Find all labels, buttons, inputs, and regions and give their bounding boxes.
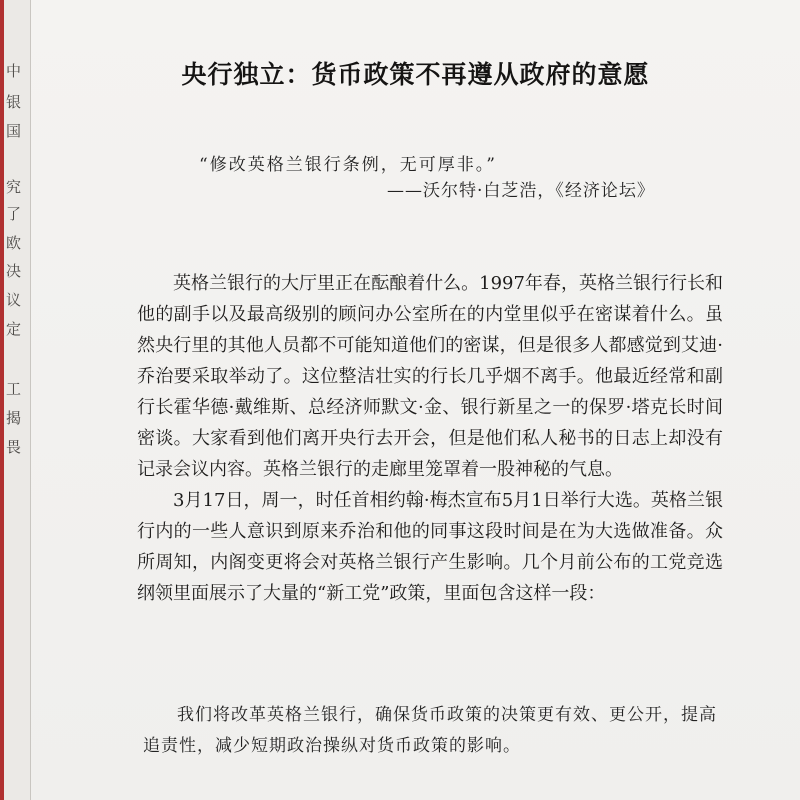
epigraph-quote: “修改英格兰银行条例，无可厚非。” xyxy=(199,155,497,175)
adjacent-page-fragment: 究 xyxy=(6,178,22,196)
adjacent-page xyxy=(0,0,31,800)
adjacent-page-fragment: 了 xyxy=(6,205,22,223)
body-paragraph: 3月17日，周一，时任首相约翰·梅杰宣布5月1日举行大选。英格兰银行内的一些人意识到原来乔治和他的同事这段时间是在为大选做准备。众所周知，内阁变更将会对英格兰银行产生影响。几个月前公布的工党竞选纲领里面展示了大量的“新工党”政策，里面包含这样一段： xyxy=(137,490,723,604)
chapter-title: 央行独立：货币政策不再遵从政府的意愿 xyxy=(181,59,650,89)
adjacent-page-fragment: 决 xyxy=(6,262,22,280)
adjacent-page-fragment: 揭 xyxy=(6,409,22,427)
epigraph-attribution: ——沃尔特·白芝浩，《经济论坛》 xyxy=(387,181,655,201)
adjacent-page-fragment: 工 xyxy=(6,380,22,398)
adjacent-page-fragment: 欧 xyxy=(6,234,22,252)
adjacent-page-fragment: 中 xyxy=(6,62,22,80)
page-edge-stripe xyxy=(0,0,4,800)
block-quote: 我们将改革英格兰银行，确保货币政策的决策更有效、更公开，提高追责性，减少短期政治操纵对货币政策的影响。 xyxy=(143,705,717,756)
book-page xyxy=(31,0,800,800)
adjacent-page-fragment: 国 xyxy=(6,122,22,140)
body-paragraph: 英格兰银行的大厅里正在酝酿着什么。1997年春，英格兰银行行长和他的副手以及最高级别的顾问办公室所在的内堂里似乎在密谋着什么。虽然央行里的其他人员都不可能知道他们的密谋，但是很多人都感觉到艾迪·乔治要采取举动了。这位整洁壮实的行长几乎烟不离手。他最近经常和副行长霍华德·戴维斯、总经济师默文·金、银行新星之一的保罗·塔克长时间密谈。大家看到他们离开央行去开会，但是他们私人秘书的日志上却没有记录会议内容。英格兰银行的走廊里笼罩着一股神秘的气息。 xyxy=(137,273,723,480)
adjacent-page-fragment: 畏 xyxy=(6,438,22,456)
adjacent-page-fragment: 定 xyxy=(6,320,22,338)
adjacent-page-fragment: 议 xyxy=(6,291,22,309)
adjacent-page-fragment: 银 xyxy=(6,93,22,111)
body-text xyxy=(137,268,723,609)
